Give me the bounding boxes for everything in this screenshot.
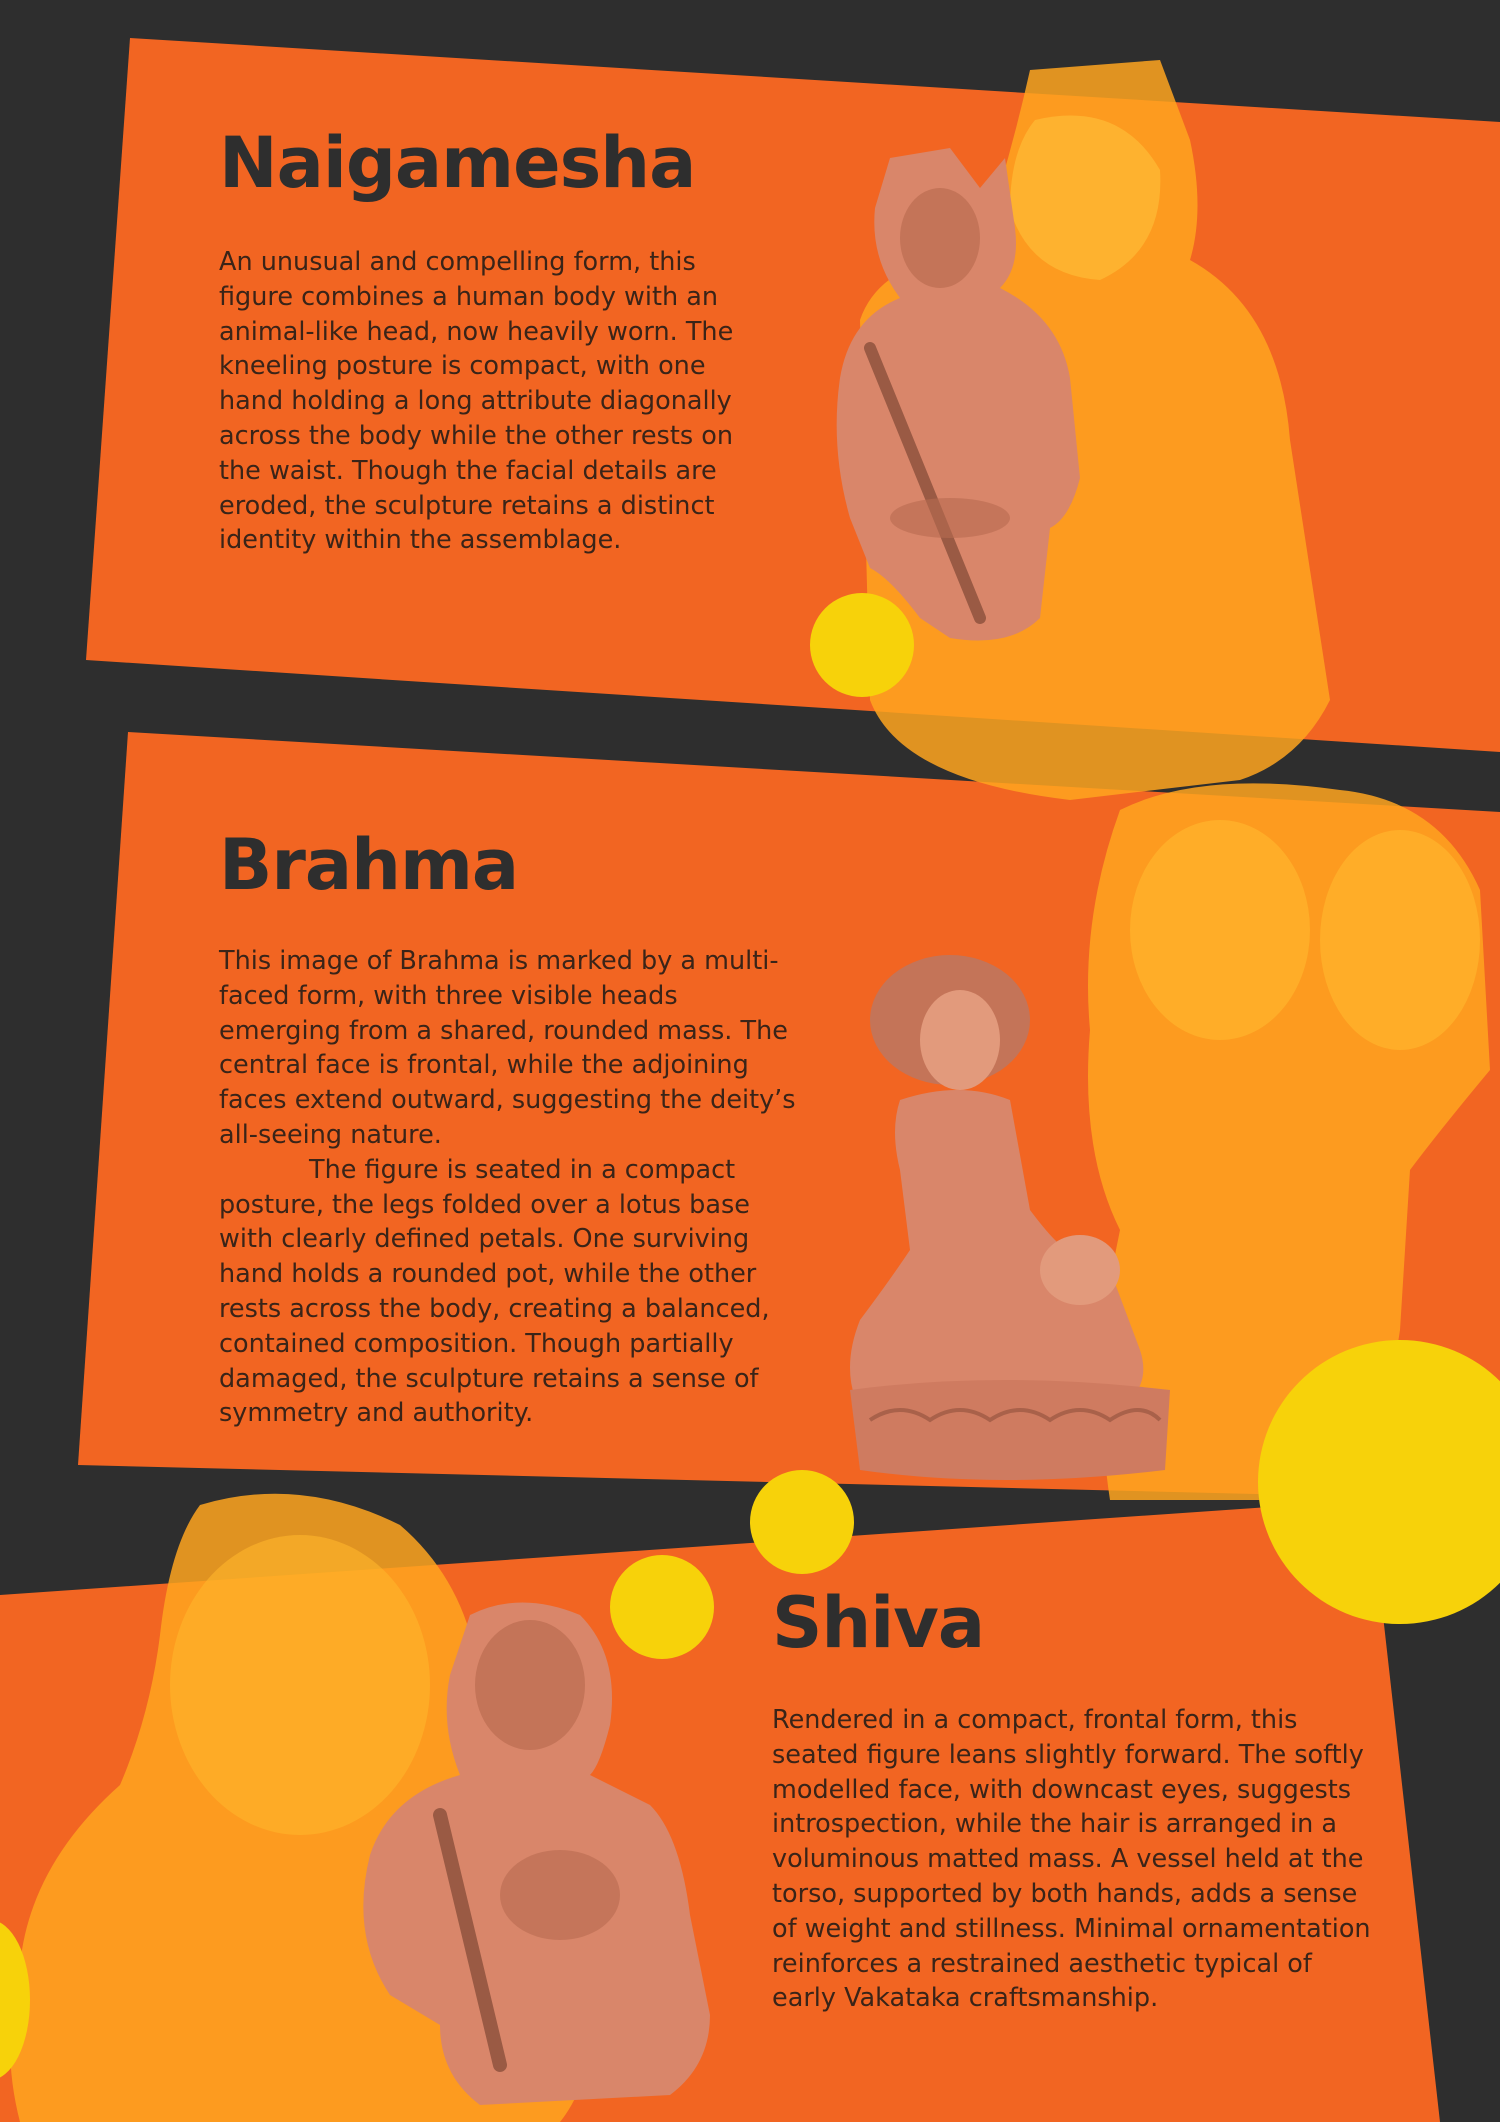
section-description: An unusual and compelling form, this figure combines a human body with an animal-like head, now heavily worn. The kneeling posture is compact, with one hand holding a long attribute diagonally across the body while the other rests on the waist. Though the facial details are eroded, the sculpture retains a distinct identity within the assemblage. [219,247,734,556]
description-paragraph: The figure is seated in a compact posture, the legs folded over a lotus base with clearly defined petals. One surviving hand holds a rounded pot, while the other rests across the body, creating a balanced, contained composition. Though partially damaged, the sculpture retains a sense of symmetry and authority. [219,1154,770,1429]
section-description: Rendered in a compact, frontal form, this seated figure leans slightly forward. The softly modelled face, with downcast eyes, suggests introspection, while the hair is arranged in a voluminous matted mass. A vessel held at the torso, supported by both hands, adds a sense of weight and stillness. Minimal ornamentation reinforces a restrained aesthetic typical of early Vakataka craftsmanship. [772,1705,1371,2014]
section-description [219,944,804,1431]
naigamesha-statue-image [830,148,1110,648]
section-title: Shiva [772,1582,985,1664]
accent-circle [750,1470,854,1574]
section-title: Brahma [219,824,519,906]
description-paragraph: This image of Brahma is marked by a multi-faced form, with three visible heads emerging from a shared, rounded mass. The central face is frontal, while the adjoining faces extend outward, suggesting the deity’s all-seeing nature. [219,946,796,1150]
section-title: Naigamesha [219,122,696,204]
shiva-statue-image [350,1595,720,2105]
brahma-statue-image [840,950,1180,1490]
